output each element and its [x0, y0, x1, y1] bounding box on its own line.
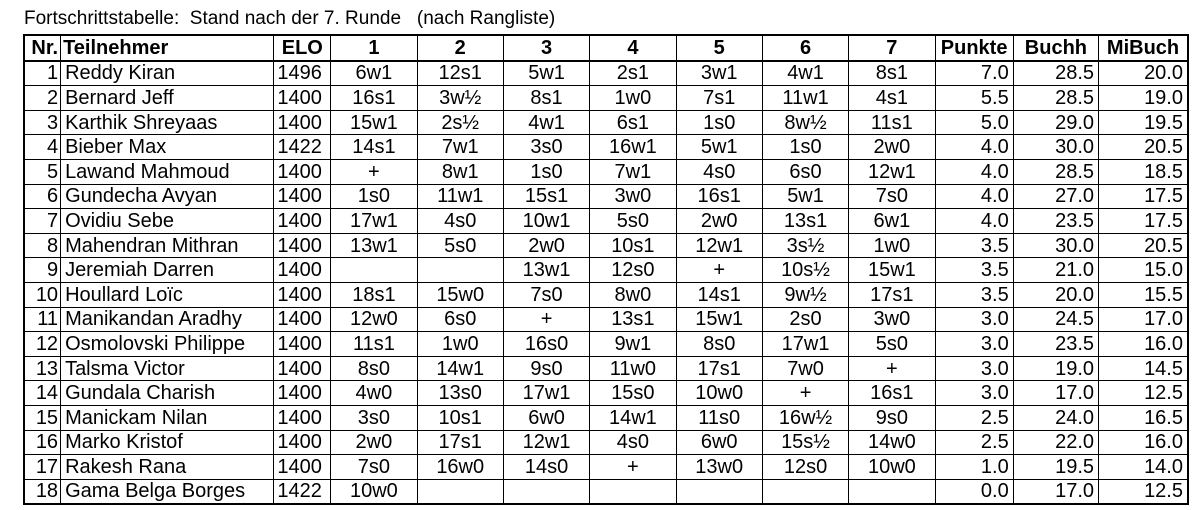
table-row [24, 233, 1188, 258]
header-teilnehmer: Teilnehmer [61, 35, 274, 61]
cell-round-1: 10w0 [331, 479, 417, 504]
cell-mibuch: 20.0 [1099, 61, 1188, 86]
cell-round-3: 13w1 [503, 258, 589, 283]
cell-mibuch: 12.5 [1099, 479, 1188, 504]
cell-round-4: 11w0 [590, 356, 676, 381]
cell-round-3: 10w1 [503, 209, 589, 234]
cell-punkte: 4.0 [935, 159, 1013, 184]
cell-teilnehmer: Lawand Mahmoud [61, 159, 274, 184]
cell-round-4: 13s1 [590, 307, 676, 332]
cell-elo: 1400 [274, 159, 331, 184]
cell-round-4: 3w0 [590, 184, 676, 209]
cell-round-1: 7s0 [331, 455, 417, 480]
header-round-4: 4 [590, 35, 676, 61]
table-row [24, 110, 1188, 135]
table-row [24, 258, 1188, 283]
cell-round-6: 4w1 [762, 61, 848, 86]
cell-teilnehmer: Karthik Shreyaas [61, 110, 274, 135]
cell-round-5: 5w1 [676, 135, 762, 160]
cell-mibuch: 19.0 [1099, 86, 1188, 111]
cell-buchh: 21.0 [1013, 258, 1098, 283]
cell-nr: 15 [24, 405, 61, 430]
cell-buchh: 23.5 [1013, 209, 1098, 234]
cell-round-6: 16w½ [762, 405, 848, 430]
cell-round-7: 1w0 [849, 233, 935, 258]
cell-buchh: 19.0 [1013, 356, 1098, 381]
cell-round-5: 15w1 [676, 307, 762, 332]
cell-nr: 8 [24, 233, 61, 258]
cell-elo: 1422 [274, 135, 331, 160]
cell-round-6: 1s0 [762, 135, 848, 160]
cell-round-1: 3s0 [331, 405, 417, 430]
cell-round-5: 13w0 [676, 455, 762, 480]
cell-round-4: 12s0 [590, 258, 676, 283]
cell-round-2: 2s½ [417, 110, 503, 135]
cell-round-1: 11s1 [331, 332, 417, 357]
cell-round-2: 11w1 [417, 184, 503, 209]
cell-round-3 [503, 479, 589, 504]
cell-buchh: 17.0 [1013, 381, 1098, 406]
cell-elo: 1400 [274, 455, 331, 480]
cell-round-5: 11s0 [676, 405, 762, 430]
cell-teilnehmer: Mahendran Mithran [61, 233, 274, 258]
cell-elo: 1400 [274, 332, 331, 357]
cell-round-3: 8s1 [503, 86, 589, 111]
cell-nr: 5 [24, 159, 61, 184]
cell-teilnehmer: Ovidiu Sebe [61, 209, 274, 234]
cell-mibuch: 17.5 [1099, 209, 1188, 234]
cell-round-2: 4s0 [417, 209, 503, 234]
cell-round-3: 1s0 [503, 159, 589, 184]
cell-elo: 1496 [274, 61, 331, 86]
cell-round-7 [849, 479, 935, 504]
cell-round-1: 4w0 [331, 381, 417, 406]
cell-round-7: 11s1 [849, 110, 935, 135]
cell-round-5: 7s1 [676, 86, 762, 111]
cell-buchh: 17.0 [1013, 479, 1098, 504]
cell-round-5: 16s1 [676, 184, 762, 209]
cell-round-2: 12s1 [417, 61, 503, 86]
cell-round-3: 2w0 [503, 233, 589, 258]
cell-mibuch: 15.0 [1099, 258, 1188, 283]
cell-buchh: 30.0 [1013, 135, 1098, 160]
table-row [24, 356, 1188, 381]
cell-elo: 1400 [274, 233, 331, 258]
cell-round-5: 6w0 [676, 430, 762, 455]
cell-round-3: 4w1 [503, 110, 589, 135]
cell-round-6: 6s0 [762, 159, 848, 184]
cell-elo: 1400 [274, 209, 331, 234]
cell-elo: 1400 [274, 184, 331, 209]
cell-nr: 7 [24, 209, 61, 234]
cell-round-5: 2w0 [676, 209, 762, 234]
cell-round-2: 16w0 [417, 455, 503, 480]
cell-teilnehmer: Jeremiah Darren [61, 258, 274, 283]
cell-round-4: 10s1 [590, 233, 676, 258]
header-nr: Nr. [24, 35, 61, 61]
cell-round-6: 5w1 [762, 184, 848, 209]
table-row [24, 332, 1188, 357]
cell-mibuch: 16.5 [1099, 405, 1188, 430]
cell-round-4: 2s1 [590, 61, 676, 86]
cell-buchh: 28.5 [1013, 159, 1098, 184]
cell-round-7: 14w0 [849, 430, 935, 455]
cell-elo: 1400 [274, 307, 331, 332]
cell-round-1: 6w1 [331, 61, 417, 86]
cell-punkte: 3.5 [935, 258, 1013, 283]
cell-round-3: + [503, 307, 589, 332]
header-elo: ELO [274, 35, 331, 61]
header-round-2: 2 [417, 35, 503, 61]
cell-round-1: 13w1 [331, 233, 417, 258]
cell-punkte: 2.5 [935, 430, 1013, 455]
cell-teilnehmer: Gundala Charish [61, 381, 274, 406]
cell-nr: 18 [24, 479, 61, 504]
cell-round-4: 4s0 [590, 430, 676, 455]
cell-round-3: 15s1 [503, 184, 589, 209]
cell-punkte: 0.0 [935, 479, 1013, 504]
cell-round-1: 8s0 [331, 356, 417, 381]
cell-punkte: 4.0 [935, 184, 1013, 209]
cell-buchh: 19.5 [1013, 455, 1098, 480]
table-row [24, 159, 1188, 184]
table-row [24, 455, 1188, 480]
cell-mibuch: 19.5 [1099, 110, 1188, 135]
cell-punkte: 2.5 [935, 405, 1013, 430]
cell-round-7: 17s1 [849, 282, 935, 307]
cell-nr: 3 [24, 110, 61, 135]
cell-round-3: 9s0 [503, 356, 589, 381]
table-row [24, 209, 1188, 234]
cell-round-6: 7w0 [762, 356, 848, 381]
progress-table [23, 34, 1189, 505]
cell-round-1: 1s0 [331, 184, 417, 209]
cell-round-4: 5s0 [590, 209, 676, 234]
cell-round-5: + [676, 258, 762, 283]
cell-round-3: 12w1 [503, 430, 589, 455]
cell-round-6: 2s0 [762, 307, 848, 332]
table-row [24, 405, 1188, 430]
table-body [24, 61, 1188, 505]
header-buchh: Buchh [1013, 35, 1098, 61]
cell-mibuch: 12.5 [1099, 381, 1188, 406]
cell-round-1: 2w0 [331, 430, 417, 455]
cell-teilnehmer: Rakesh Rana [61, 455, 274, 480]
cell-round-6: 12s0 [762, 455, 848, 480]
header-row [24, 35, 1188, 61]
cell-round-4: 16w1 [590, 135, 676, 160]
cell-teilnehmer: Manikandan Aradhy [61, 307, 274, 332]
cell-round-2 [417, 258, 503, 283]
cell-teilnehmer: Houllard Loïc [61, 282, 274, 307]
cell-round-7: 15w1 [849, 258, 935, 283]
header-round-5: 5 [676, 35, 762, 61]
cell-punkte: 5.0 [935, 110, 1013, 135]
cell-nr: 17 [24, 455, 61, 480]
cell-round-7: 6w1 [849, 209, 935, 234]
cell-round-1: 17w1 [331, 209, 417, 234]
cell-round-2: 5s0 [417, 233, 503, 258]
cell-elo: 1400 [274, 356, 331, 381]
cell-round-7: 3w0 [849, 307, 935, 332]
cell-round-6 [762, 479, 848, 504]
cell-round-3: 3s0 [503, 135, 589, 160]
cell-round-2: 1w0 [417, 332, 503, 357]
cell-round-2: 15w0 [417, 282, 503, 307]
cell-elo: 1400 [274, 405, 331, 430]
cell-mibuch: 15.5 [1099, 282, 1188, 307]
header-mibuch: MiBuch [1099, 35, 1188, 61]
cell-teilnehmer: Bieber Max [61, 135, 274, 160]
cell-elo: 1400 [274, 430, 331, 455]
cell-round-6: 8w½ [762, 110, 848, 135]
table-row [24, 381, 1188, 406]
cell-buchh: 30.0 [1013, 233, 1098, 258]
cell-mibuch: 18.5 [1099, 159, 1188, 184]
cell-mibuch: 17.0 [1099, 307, 1188, 332]
cell-round-5: 12w1 [676, 233, 762, 258]
cell-round-1: + [331, 159, 417, 184]
cell-punkte: 3.5 [935, 233, 1013, 258]
cell-mibuch: 20.5 [1099, 135, 1188, 160]
cell-round-1: 16s1 [331, 86, 417, 111]
cell-round-1: 14s1 [331, 135, 417, 160]
cell-round-6: 9w½ [762, 282, 848, 307]
cell-elo: 1400 [274, 258, 331, 283]
header-round-7: 7 [849, 35, 935, 61]
cell-round-4: 15s0 [590, 381, 676, 406]
cell-round-4: 1w0 [590, 86, 676, 111]
cell-round-4: 9w1 [590, 332, 676, 357]
cell-nr: 1 [24, 61, 61, 86]
cell-round-6: 11w1 [762, 86, 848, 111]
cell-round-3: 17w1 [503, 381, 589, 406]
cell-buchh: 22.0 [1013, 430, 1098, 455]
cell-round-5: 4s0 [676, 159, 762, 184]
cell-teilnehmer: Bernard Jeff [61, 86, 274, 111]
cell-elo: 1400 [274, 381, 331, 406]
cell-mibuch: 17.5 [1099, 184, 1188, 209]
cell-round-3: 5w1 [503, 61, 589, 86]
cell-round-7: 5s0 [849, 332, 935, 357]
cell-nr: 4 [24, 135, 61, 160]
cell-round-4: 8w0 [590, 282, 676, 307]
cell-nr: 9 [24, 258, 61, 283]
cell-mibuch: 14.5 [1099, 356, 1188, 381]
cell-round-6: 13s1 [762, 209, 848, 234]
cell-punkte: 4.0 [935, 135, 1013, 160]
cell-round-1: 12w0 [331, 307, 417, 332]
cell-round-2: 10s1 [417, 405, 503, 430]
cell-teilnehmer: Gundecha Avyan [61, 184, 274, 209]
cell-teilnehmer: Talsma Victor [61, 356, 274, 381]
cell-round-5: 17s1 [676, 356, 762, 381]
cell-punkte: 5.5 [935, 86, 1013, 111]
cell-mibuch: 16.0 [1099, 332, 1188, 357]
table-row [24, 135, 1188, 160]
cell-round-7: 9s0 [849, 405, 935, 430]
cell-round-2: 7w1 [417, 135, 503, 160]
cell-elo: 1422 [274, 479, 331, 504]
cell-round-5 [676, 479, 762, 504]
cell-round-6: 10s½ [762, 258, 848, 283]
cell-nr: 13 [24, 356, 61, 381]
cell-round-2: 6s0 [417, 307, 503, 332]
cell-punkte: 1.0 [935, 455, 1013, 480]
cell-round-7: + [849, 356, 935, 381]
cell-elo: 1400 [274, 110, 331, 135]
cell-buchh: 29.0 [1013, 110, 1098, 135]
cell-round-6: 15s½ [762, 430, 848, 455]
cell-nr: 10 [24, 282, 61, 307]
table-row [24, 479, 1188, 504]
cell-nr: 12 [24, 332, 61, 357]
table-row [24, 282, 1188, 307]
cell-round-4: 7w1 [590, 159, 676, 184]
cell-nr: 14 [24, 381, 61, 406]
cell-round-2: 3w½ [417, 86, 503, 111]
cell-round-5: 8s0 [676, 332, 762, 357]
cell-elo: 1400 [274, 282, 331, 307]
cell-buchh: 23.5 [1013, 332, 1098, 357]
cell-round-6: 3s½ [762, 233, 848, 258]
cell-nr: 2 [24, 86, 61, 111]
cell-round-1: 15w1 [331, 110, 417, 135]
cell-mibuch: 14.0 [1099, 455, 1188, 480]
cell-punkte: 3.0 [935, 356, 1013, 381]
cell-round-2: 17s1 [417, 430, 503, 455]
cell-teilnehmer: Gama Belga Borges [61, 479, 274, 504]
cell-round-1 [331, 258, 417, 283]
cell-elo: 1400 [274, 86, 331, 111]
cell-round-3: 6w0 [503, 405, 589, 430]
cell-round-1: 18s1 [331, 282, 417, 307]
cell-buchh: 20.0 [1013, 282, 1098, 307]
header-punkte: Punkte [935, 35, 1013, 61]
cell-buchh: 24.0 [1013, 405, 1098, 430]
table-row [24, 184, 1188, 209]
cell-round-7: 4s1 [849, 86, 935, 111]
cell-round-7: 7s0 [849, 184, 935, 209]
cell-buchh: 24.5 [1013, 307, 1098, 332]
table-row [24, 61, 1188, 86]
cell-punkte: 4.0 [935, 209, 1013, 234]
cell-round-7: 10w0 [849, 455, 935, 480]
cell-round-4: 14w1 [590, 405, 676, 430]
page-title: Fortschrittstabelle: Stand nach der 7. Runde (nach Rangliste) [24, 8, 556, 29]
cell-buchh: 27.0 [1013, 184, 1098, 209]
cell-teilnehmer: Osmolovski Philippe [61, 332, 274, 357]
cell-round-3: 7s0 [503, 282, 589, 307]
cell-teilnehmer: Manickam Nilan [61, 405, 274, 430]
cell-round-7: 8s1 [849, 61, 935, 86]
cell-punkte: 3.5 [935, 282, 1013, 307]
cell-round-2: 8w1 [417, 159, 503, 184]
cell-punkte: 3.0 [935, 381, 1013, 406]
table-row [24, 307, 1188, 332]
cell-round-4 [590, 479, 676, 504]
cell-round-5: 1s0 [676, 110, 762, 135]
cell-nr: 16 [24, 430, 61, 455]
cell-round-5: 14s1 [676, 282, 762, 307]
cell-round-7: 16s1 [849, 381, 935, 406]
cell-round-2 [417, 479, 503, 504]
table-row [24, 430, 1188, 455]
cell-round-6: 17w1 [762, 332, 848, 357]
cell-buchh: 28.5 [1013, 86, 1098, 111]
header-round-3: 3 [503, 35, 589, 61]
cell-mibuch: 16.0 [1099, 430, 1188, 455]
cell-round-3: 16s0 [503, 332, 589, 357]
cell-round-4: 6s1 [590, 110, 676, 135]
cell-round-7: 2w0 [849, 135, 935, 160]
cell-buchh: 28.5 [1013, 61, 1098, 86]
cell-round-3: 14s0 [503, 455, 589, 480]
cell-round-2: 13s0 [417, 381, 503, 406]
cell-punkte: 7.0 [935, 61, 1013, 86]
cell-teilnehmer: Reddy Kiran [61, 61, 274, 86]
header-round-6: 6 [762, 35, 848, 61]
cell-round-2: 14w1 [417, 356, 503, 381]
cell-nr: 6 [24, 184, 61, 209]
table-row [24, 86, 1188, 111]
cell-round-7: 12w1 [849, 159, 935, 184]
cell-round-4: + [590, 455, 676, 480]
cell-round-5: 3w1 [676, 61, 762, 86]
cell-punkte: 3.0 [935, 307, 1013, 332]
cell-mibuch: 20.5 [1099, 233, 1188, 258]
cell-round-5: 10w0 [676, 381, 762, 406]
cell-punkte: 3.0 [935, 332, 1013, 357]
cell-round-6: + [762, 381, 848, 406]
cell-teilnehmer: Marko Kristof [61, 430, 274, 455]
header-round-1: 1 [331, 35, 417, 61]
cell-nr: 11 [24, 307, 61, 332]
